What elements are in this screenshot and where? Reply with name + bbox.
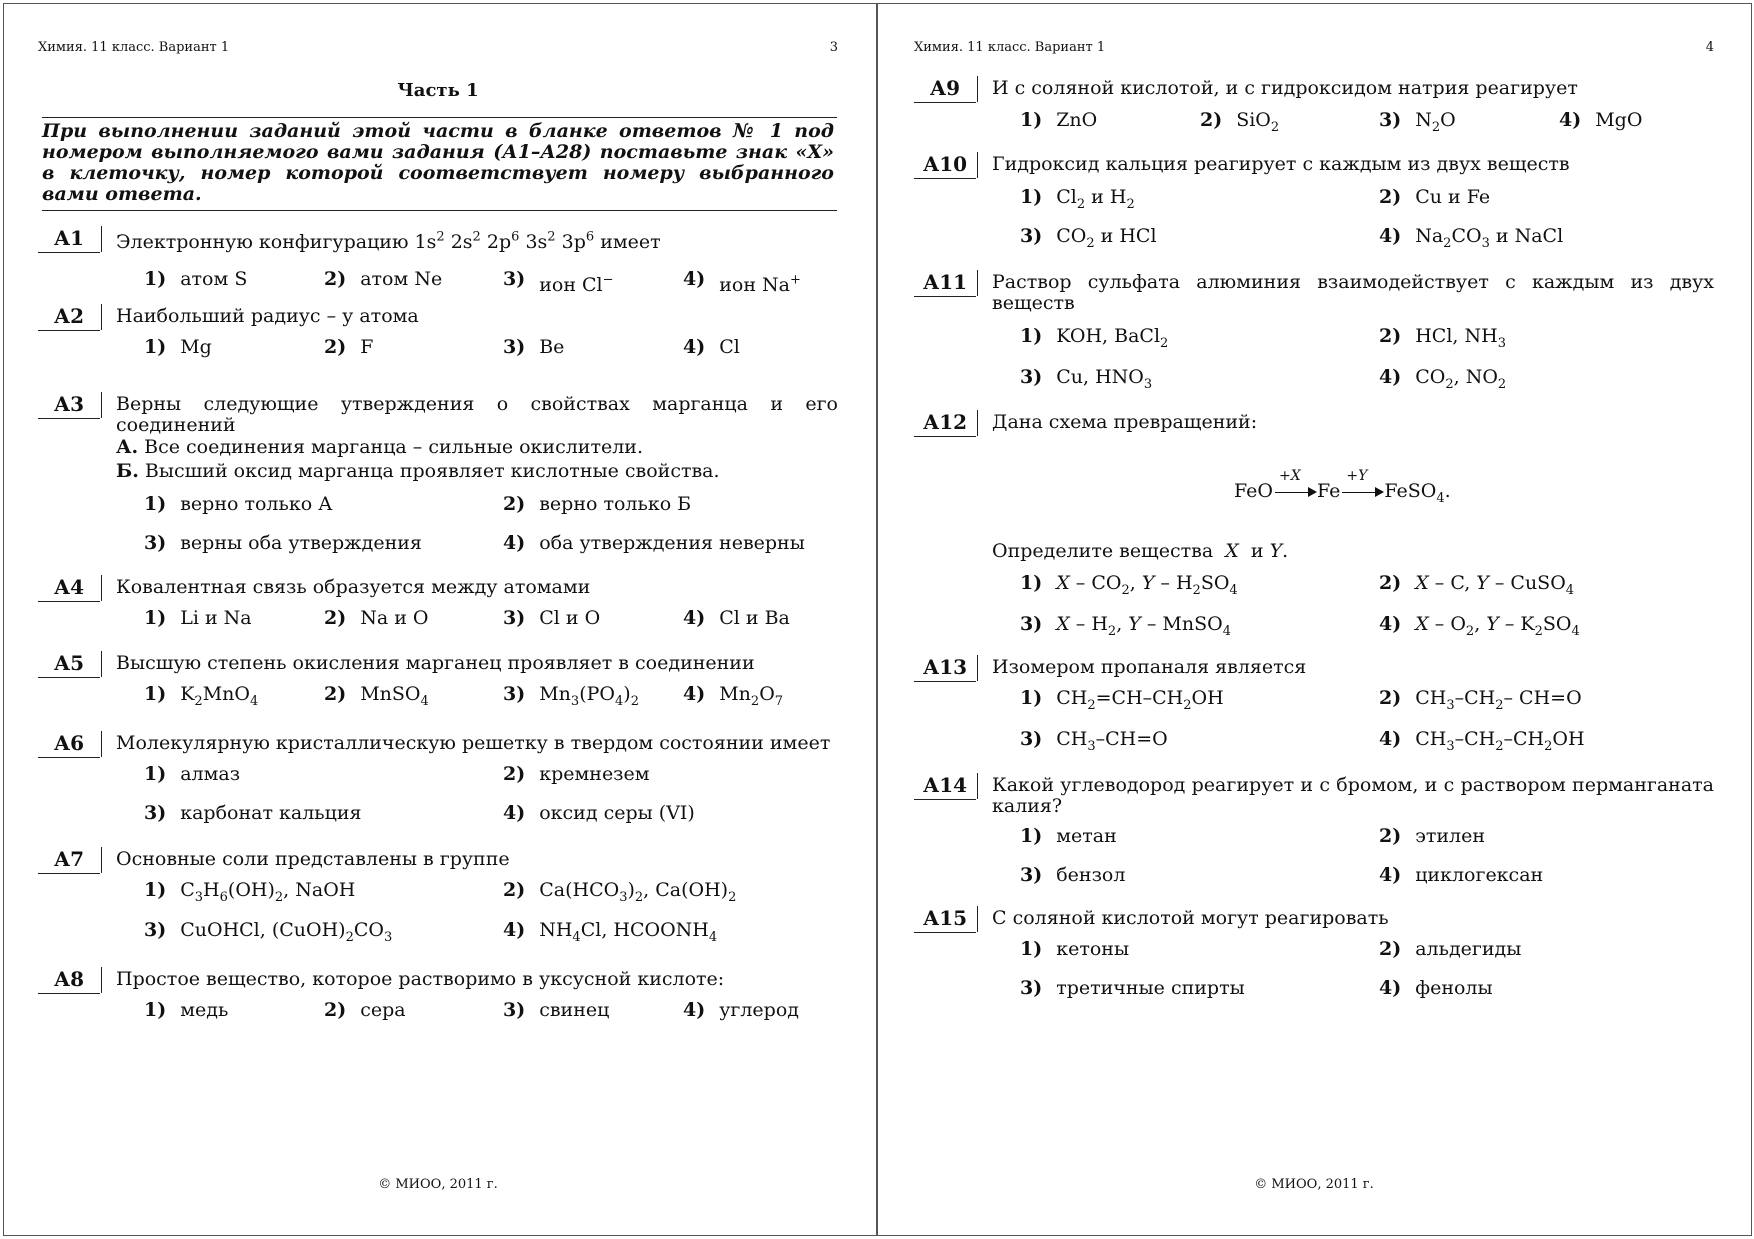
answer-option[interactable]: 1) $C_3H_6(OH)_2$, NaOH (144, 879, 356, 905)
answer-option[interactable]: 3) $CH_3-CH=O$ (1020, 728, 1168, 754)
answer-option[interactable]: 2) кремнезем (503, 763, 650, 785)
question-text: Молекулярную кристаллическую решетку в твердом состоянии имеет (116, 732, 831, 754)
answer-option[interactable]: 2) этилен (1379, 825, 1486, 847)
answer-option[interactable]: 4) $Na_2CO_3$ и NaCl (1379, 225, 1564, 251)
answer-option[interactable]: 3) третичные спирты (1020, 977, 1245, 999)
answer-option[interactable]: 4) $Mn_2O_7$ (683, 683, 784, 709)
question-text: Основные соли представлены в группе (116, 848, 510, 870)
answer-option[interactable]: 3) свинец (503, 999, 610, 1021)
question-label: А6 (38, 731, 100, 758)
answer-option[interactable]: 2) $Ca(HCO_3)_2$, $Ca(OH)_2$ (503, 879, 737, 905)
divider (42, 117, 837, 118)
answer-option[interactable]: 3) бензол (1020, 864, 1126, 886)
answer-option[interactable]: 2) $CH_3-CH_2-$ CH=O (1379, 687, 1582, 713)
answer-option[interactable]: 4) $CH_3-CH_2-CH_2OH$ (1379, 728, 1585, 754)
answer-option[interactable]: 3) CuOHCl, $(CuOH)_2CO_3$ (144, 919, 393, 945)
question-text: Изомером пропаналя является (992, 656, 1307, 678)
page-left (38, 0, 838, 1239)
question-text: Гидроксид кальция реагирует с каждым из двух веществ (992, 153, 1570, 175)
question-text: Раствор сульфата алюминия взаимодействует с каждым из двух веществ (992, 271, 1714, 314)
question-text: Верны следующие утверждения о свойствах марганца и его соединений (116, 393, 838, 436)
header-title: Химия. 11 класс. Вариант 1 (914, 40, 1106, 55)
answer-option[interactable]: 2) альдегиды (1379, 938, 1522, 960)
answer-option[interactable]: 1) кетоны (1020, 938, 1130, 960)
question-text: Простое вещество, которое растворимо в уксусной кислоте: (116, 968, 725, 990)
answer-option[interactable]: 1) Li и Na (144, 607, 252, 629)
question-subtext: Определите вещества X и Y. (992, 540, 1289, 562)
answer-option[interactable]: 3) верны оба утверждения (144, 532, 422, 554)
answer-option[interactable]: 2) Cu и Fe (1379, 186, 1491, 208)
answer-option[interactable]: 1) медь (144, 999, 229, 1021)
answer-option[interactable]: 3) $Mn_3(PO_4)_2$ (503, 683, 639, 709)
page-footer: © МИОО, 2011 г. (1254, 1177, 1374, 1192)
question-label: А11 (914, 270, 976, 297)
answer-option[interactable]: 4) Cl и Ba (683, 607, 790, 629)
answer-option[interactable]: 2) F (324, 336, 374, 358)
answer-option[interactable]: 3) карбонат кальция (144, 802, 362, 824)
answer-option[interactable]: 3) $N_2O$ (1379, 109, 1456, 135)
answer-option[interactable]: 1) $CH_2=CH-CH_2OH$ (1020, 687, 1224, 713)
answer-option[interactable]: 4) оксид серы (VI) (503, 802, 695, 824)
question-label: А12 (914, 410, 976, 437)
arrow-icon: +X (1273, 486, 1317, 498)
instruction-text: При выполнении заданий этой части в бланке ответов № 1 под номером выполняемого вами задания (А1–А28) поставьте знак «Х» в клеточку, номер которой соответствует номеру выбранного вами ответа. (42, 120, 834, 205)
answer-option[interactable]: 2) X – C, Y – CuSO$_4$ (1379, 572, 1575, 598)
answer-option[interactable]: 2) атом Ne (324, 268, 443, 290)
question-label: А5 (38, 651, 100, 678)
part-title: Часть 1 (397, 80, 479, 101)
answer-option[interactable]: 3) X – $H_2$, Y – MnSO$_4$ (1020, 613, 1231, 639)
answer-option[interactable]: 4) X – $O_2$, Y – $K_2SO_4$ (1379, 613, 1580, 639)
question-label: А7 (38, 847, 100, 874)
page-header (38, 40, 838, 55)
answer-option[interactable]: 1) метан (1020, 825, 1117, 847)
answer-option[interactable]: 1) KOH, BaCl$_2$ (1020, 325, 1169, 351)
question-text: Ковалентная связь образуется между атомами (116, 576, 591, 598)
answer-option[interactable]: 4) оба утверждения неверны (503, 532, 805, 554)
statement-a: А. Все соединения марганца – сильные окислители. (116, 436, 643, 458)
answer-option[interactable]: 4) ион Na+ (683, 268, 801, 296)
question-label: А13 (914, 655, 976, 682)
conversion-scheme: FeO +X Fe +Y FeSO$_4$. (1234, 468, 1451, 506)
answer-option[interactable]: 2) MnSO$_4$ (324, 683, 429, 709)
question-text: Наибольший радиус – у атома (116, 305, 419, 327)
question-text: Электронную конфигурацию $1s^2$ $2s^2$ $2p^6$ $3s^2$ $3p^6$ имеет (116, 229, 661, 253)
question-label: А1 (38, 226, 100, 253)
answer-option[interactable]: 2) SiO$_2$ (1200, 109, 1280, 135)
answer-option[interactable]: 3) $CO_2$ и HCl (1020, 225, 1157, 251)
question-label: А10 (914, 152, 976, 179)
question-text: Высшую степень окисления марганец проявляет в соединении (116, 652, 755, 674)
page-footer: © МИОО, 2011 г. (378, 1177, 498, 1192)
statement-b: Б. Высший оксид марганца проявляет кислотные свойства. (116, 460, 720, 482)
question-label: А15 (914, 906, 976, 933)
answer-option[interactable]: 1) атом S (144, 268, 248, 290)
answer-option[interactable]: 4) MgO (1559, 109, 1643, 131)
answer-option[interactable]: 1) $Cl_2$ и $H_2$ (1020, 186, 1135, 212)
answer-option[interactable]: 4) углерод (683, 999, 799, 1021)
answer-option[interactable]: 3) ион Cl− (503, 268, 614, 296)
answer-option[interactable]: 1) Mg (144, 336, 212, 358)
divider (42, 210, 837, 211)
answer-option[interactable]: 4) $CO_2$, $NO_2$ (1379, 366, 1507, 392)
question-text: Дана схема превращений: (992, 411, 1258, 433)
answer-option[interactable]: 3) Cu, $HNO_3$ (1020, 366, 1153, 392)
answer-option[interactable]: 2) HCl, $NH_3$ (1379, 325, 1506, 351)
answer-option[interactable]: 2) Na и O (324, 607, 429, 629)
question-label: А14 (914, 773, 976, 800)
question-label: А4 (38, 575, 100, 602)
answer-option[interactable]: 3) Be (503, 336, 565, 358)
arrow-icon: +Y (1340, 486, 1384, 498)
answer-option[interactable]: 2) верно только Б (503, 493, 692, 515)
question-text: И с соляной кислотой, и с гидроксидом натрия реагирует (992, 77, 1578, 99)
question-text: С соляной кислотой могут реагировать (992, 907, 1389, 929)
answer-option[interactable]: 4) Cl (683, 336, 740, 358)
page-number: 3 (829, 40, 838, 55)
answer-option[interactable]: 1) X – $CO_2$, Y – $H_2SO_4$ (1020, 572, 1238, 598)
answer-option[interactable]: 1) ZnO (1020, 109, 1098, 131)
answer-option[interactable]: 1) верно только А (144, 493, 333, 515)
answer-option[interactable]: 2) сера (324, 999, 406, 1021)
question-label: А8 (38, 967, 100, 994)
question-label: А3 (38, 392, 100, 419)
question-text: Какой углеводород реагирует и с бромом, и с раствором перманганата калия? (992, 774, 1714, 817)
answer-option[interactable]: 4) $NH_4Cl$, $HCOONH_4$ (503, 919, 718, 945)
answer-option[interactable]: 1) $K_2MnO_4$ (144, 683, 259, 709)
question-label: А2 (38, 304, 100, 331)
page-number: 4 (1705, 40, 1714, 55)
question-label: А9 (914, 76, 976, 103)
page-right (914, 0, 1714, 1239)
answer-option[interactable]: 1) алмаз (144, 763, 241, 785)
answer-option[interactable]: 3) Cl и O (503, 607, 601, 629)
answer-option[interactable]: 4) фенолы (1379, 977, 1493, 999)
answer-option[interactable]: 4) циклогексан (1379, 864, 1544, 886)
page-header (914, 40, 1714, 55)
header-title: Химия. 11 класс. Вариант 1 (38, 40, 230, 55)
